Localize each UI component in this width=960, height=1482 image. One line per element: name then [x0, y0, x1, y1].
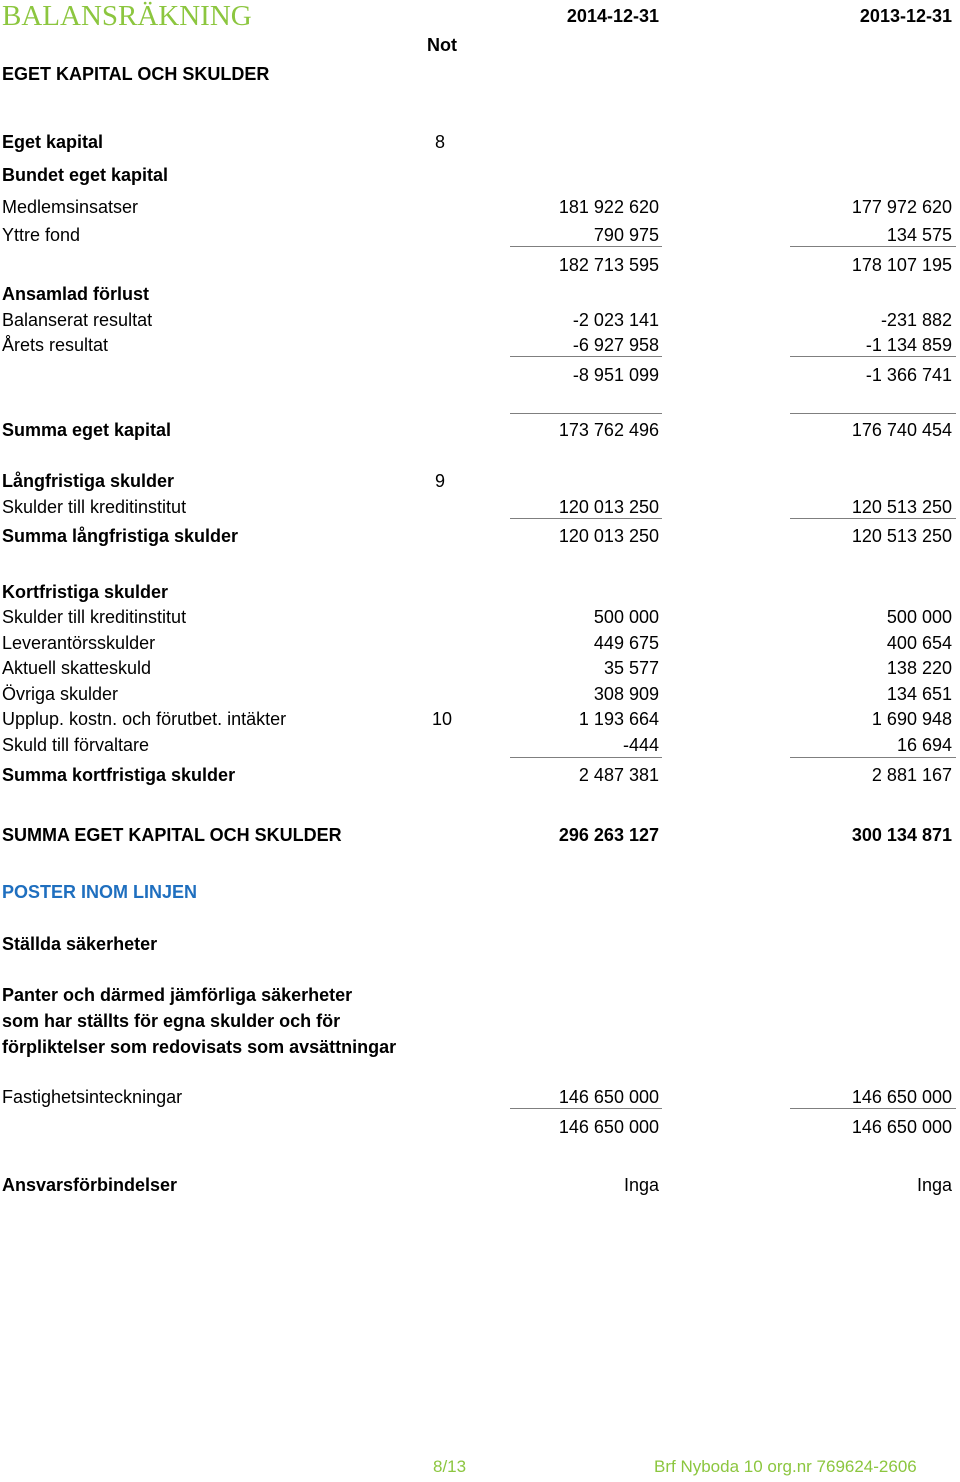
- value-2013: 16 694: [896, 735, 952, 755]
- subtotal-2014: -8 951 099: [572, 365, 659, 385]
- total-2013: 176 740 454: [851, 420, 952, 440]
- sum-rule: [510, 356, 662, 357]
- panter-line: Panter och därmed jämförliga säkerheter: [2, 985, 353, 1005]
- column-header-2014: 2014-12-31: [566, 6, 659, 26]
- value-2014: -444: [622, 735, 659, 755]
- row-label: Aktuell skatteskuld: [2, 658, 152, 678]
- sum-rule: [510, 246, 662, 247]
- panter-line: som har ställts för egna skulder och för: [2, 1011, 341, 1031]
- value-2014: 181 922 620: [558, 197, 659, 217]
- row-label: Skuld till förvaltare: [2, 735, 150, 755]
- value-2013: 177 972 620: [851, 197, 952, 217]
- page-title: BALANSRÄKNING: [2, 0, 252, 32]
- value-2014: 308 909: [593, 684, 659, 704]
- total-2014: 173 762 496: [558, 420, 659, 440]
- value-2013: 146 650 000: [851, 1087, 952, 1107]
- value-2014: 1 193 664: [578, 709, 659, 729]
- sum-rule: [510, 757, 662, 758]
- note-ref: 8: [435, 132, 446, 152]
- value-2013: 500 000: [886, 607, 952, 627]
- value-2014: 500 000: [593, 607, 659, 627]
- sum-rule: [790, 1108, 956, 1109]
- row-label: Skulder till kreditinstitut: [2, 607, 187, 627]
- subtotal-2013: -1 366 741: [865, 365, 952, 385]
- langfristiga-heading: Långfristiga skulder: [2, 471, 175, 491]
- value-2014: 790 975: [593, 225, 659, 245]
- page-number: 8/13: [433, 1457, 467, 1476]
- summa-kortfristiga-label: Summa kortfristiga skulder: [2, 765, 236, 785]
- sum-rule: [790, 413, 956, 414]
- row-label: Balanserat resultat: [2, 310, 153, 330]
- column-header-not: Not: [427, 35, 457, 55]
- sum-rule: [510, 413, 662, 414]
- subtotal-2013: 178 107 195: [851, 255, 952, 275]
- value-2013: 1 690 948: [871, 709, 952, 729]
- sum-rule: [510, 518, 662, 519]
- grand-total-label: SUMMA EGET KAPITAL OCH SKULDER: [2, 825, 342, 845]
- value-2013: 400 654: [886, 633, 952, 653]
- note-ref: 9: [435, 471, 446, 491]
- row-label: Medlemsinsatser: [2, 197, 139, 217]
- column-header-2013: 2013-12-31: [859, 6, 952, 26]
- value-2013: 120 513 250: [851, 497, 952, 517]
- total-2014: 120 013 250: [558, 526, 659, 546]
- subtotal-2014: 146 650 000: [558, 1117, 659, 1137]
- ansamlad-heading: Ansamlad förlust: [2, 284, 150, 304]
- ansvar-label: Ansvarsförbindelser: [2, 1175, 178, 1195]
- row-label: Leverantörsskulder: [2, 633, 156, 653]
- value-2013: 134 575: [886, 225, 952, 245]
- sum-rule: [790, 356, 956, 357]
- value-2014: 449 675: [593, 633, 659, 653]
- row-label: Övriga skulder: [2, 684, 119, 704]
- eget-kapital-heading: Eget kapital: [2, 132, 104, 152]
- value-2013: Inga: [916, 1175, 952, 1195]
- value-2014: Inga: [623, 1175, 659, 1195]
- sum-rule: [790, 757, 956, 758]
- sum-rule: [790, 518, 956, 519]
- kortfristiga-heading: Kortfristiga skulder: [2, 582, 169, 602]
- section-subtitle: EGET KAPITAL OCH SKULDER: [2, 64, 270, 84]
- row-label: Fastighetsinteckningar: [2, 1087, 183, 1107]
- value-2013: 134 651: [886, 684, 952, 704]
- stallda-heading: Ställda säkerheter: [2, 934, 158, 954]
- row-label: Yttre fond: [2, 225, 81, 245]
- sum-rule: [790, 246, 956, 247]
- row-label: Årets resultat: [2, 335, 109, 355]
- value-2013: -231 882: [880, 310, 952, 330]
- subtotal-2014: 182 713 595: [558, 255, 659, 275]
- footer-org: Brf Nyboda 10 org.nr 769624-2606: [654, 1457, 917, 1476]
- panter-line: förpliktelser som redovisats som avsättningar: [2, 1037, 397, 1057]
- summa-langfristiga-label: Summa långfristiga skulder: [2, 526, 239, 546]
- value-2014: 120 013 250: [558, 497, 659, 517]
- value-2013: -1 134 859: [865, 335, 952, 355]
- sum-rule: [510, 1108, 662, 1109]
- note-ref: 10: [432, 709, 453, 729]
- value-2013: 138 220: [886, 658, 952, 678]
- value-2014: 35 577: [603, 658, 659, 678]
- row-label: Skulder till kreditinstitut: [2, 497, 187, 517]
- total-2013: 2 881 167: [871, 765, 952, 785]
- total-2013: 120 513 250: [851, 526, 952, 546]
- grand-total-2014: 296 263 127: [558, 825, 659, 845]
- grand-total-2013: 300 134 871: [851, 825, 952, 845]
- value-2014: -2 023 141: [572, 310, 659, 330]
- subtotal-2013: 146 650 000: [851, 1117, 952, 1137]
- row-label: Upplup. kostn. och förutbet. intäkter: [2, 709, 287, 729]
- value-2014: -6 927 958: [572, 335, 659, 355]
- poster-heading: POSTER INOM LINJEN: [2, 882, 198, 902]
- total-2014: 2 487 381: [578, 765, 659, 785]
- bundet-heading: Bundet eget kapital: [2, 165, 169, 185]
- value-2014: 146 650 000: [558, 1087, 659, 1107]
- summa-eget-kapital-label: Summa eget kapital: [2, 420, 172, 440]
